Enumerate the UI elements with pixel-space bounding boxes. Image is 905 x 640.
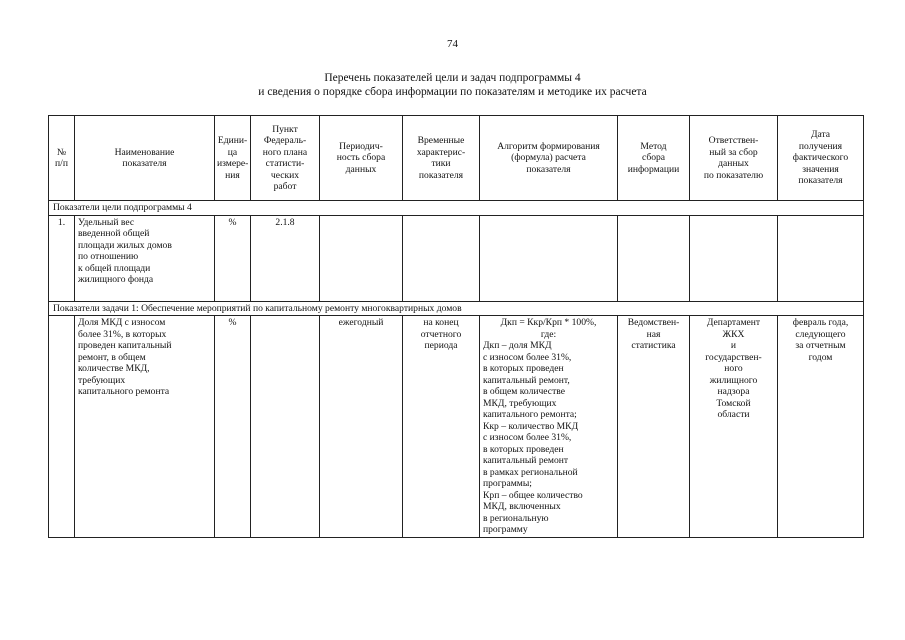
section-label: Показатели задачи 1: Обеспечение мероприятий по капитальному ремонту многоквартирных домов — [49, 301, 864, 316]
section-row-task — [49, 301, 864, 316]
periodicity-cell: ежегодный — [320, 316, 403, 538]
document-title — [0, 71, 905, 99]
responsible-cell: Департамент ЖКХ и государствен- ного жилищного надзора Томской области — [690, 316, 778, 538]
table-row — [49, 215, 864, 301]
header-periodicity: Периодич- ность сбора данных — [320, 116, 403, 201]
plan-item-cell: 2.1.8 — [251, 215, 320, 301]
empty-cell — [778, 215, 864, 301]
unit-cell: % — [215, 316, 251, 538]
header-date: Дата получения фактического значения показателя — [778, 116, 864, 201]
empty-cell — [690, 215, 778, 301]
plan-item-cell — [251, 316, 320, 538]
indicator-name: Доля МКД с износом более 31%, в которых проведен капитальный ремонт, в общем количестве МКД, требующих капитального ремонта — [75, 316, 215, 538]
header-num: № п/п — [49, 116, 75, 201]
header-row — [49, 116, 864, 201]
row-number: 1. — [49, 215, 75, 301]
section-label: Показатели цели подпрограммы 4 — [49, 201, 864, 216]
time-cell: на конец отчетного периода — [403, 316, 480, 538]
header-method: Метод сбора информации — [618, 116, 690, 201]
header-unit: Едини- ца измере- ния — [215, 116, 251, 201]
header-plan-item: Пункт Федераль- ного плана статисти- ческих работ — [251, 116, 320, 201]
formula-cell: Дкп = Ккр/Крп * 100%, где: Дкп – доля МКД с износом более 31%, в которых проведен капитальный ремонт, в общем количестве МКД, требующих капитального ремонта; Ккр – количество МКД с износом более 31%, в которых проведен капитальный ремонт в рамках региональной программы; Крп – общее количество МКД, включенных в региональную программу — [480, 316, 618, 538]
empty-cell — [480, 215, 618, 301]
header-name: Наименование показателя — [75, 116, 215, 201]
row-number — [49, 316, 75, 538]
table-row — [49, 316, 864, 538]
empty-cell — [320, 215, 403, 301]
page-number: 74 — [447, 38, 458, 50]
empty-cell — [403, 215, 480, 301]
method-cell: Ведомствен- ная статистика — [618, 316, 690, 538]
unit-cell: % — [215, 215, 251, 301]
indicator-name: Удельный вес введенной общей площади жилых домов по отношению к общей площади жилищного фонда — [75, 215, 215, 301]
title-line-1: Перечень показателей цели и задач подпрограммы 4 — [324, 72, 581, 84]
empty-cell — [618, 215, 690, 301]
title-line-2: и сведения о порядке сбора информации по показателям и методике их расчета — [258, 86, 647, 98]
header-algorithm: Алгоритм формирования (формула) расчета показателя — [480, 116, 618, 201]
section-row-goal — [49, 201, 864, 216]
date-cell: февраль года, следующего за отчетным годом — [778, 316, 864, 538]
header-time: Временные характерис- тики показателя — [403, 116, 480, 201]
indicators-table — [48, 115, 864, 538]
header-responsible: Ответствен- ный за сбор данных по показателю — [690, 116, 778, 201]
